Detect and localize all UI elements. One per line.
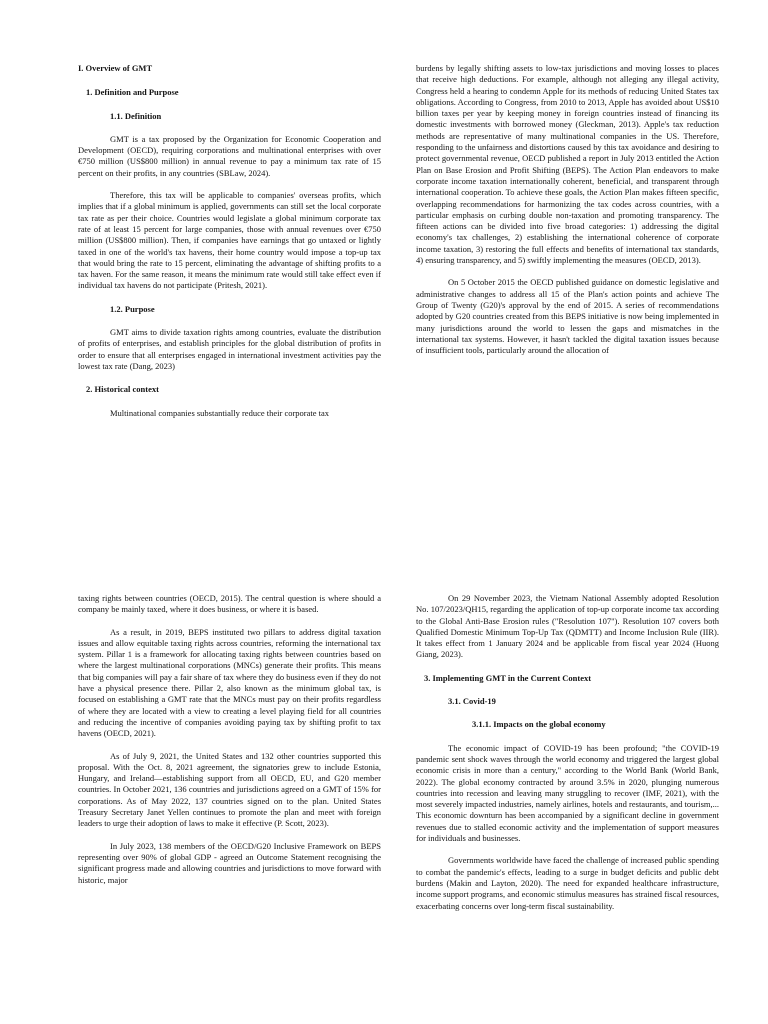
heading-historical-context: 2. Historical context — [86, 384, 159, 395]
paragraph-definition: GMT is a tax proposed by the Organization for Economic Cooperation and Development (OECD), requiring corporations and multinational enterprises with over €750 million (US$800 million) in annual revenue to pay a minimum tax rate of 15 percent on their profits, in any countries (SBLaw, 2024). — [78, 133, 381, 178]
paragraph-economic-impact: The economic impact of COVID-19 has been profound; "the COVID-19 pandemic sent shock waves through the world economy and triggered the largest global economic crisis in more than a century," according to the World Bank (World Bank, 2022). The global economy contracted by around 3.5% in 2020, plunging numerous countries into recession and leaving many struggling to recover (IMF, 2021), with the most severely impacted industries, namely airlines, hotels and restaurants, and tourism,... This economic downturn has been accompanied by a significant decline in government revenues due to stalled economic activity and the implementation of support measures for individuals and businesses. — [416, 742, 719, 844]
section-heading-overview: I. Overview of GMT — [78, 63, 153, 73]
bottom-right-column — [416, 593, 719, 912]
heading-definition: 1.1. Definition — [110, 110, 162, 121]
top-right-column — [416, 63, 719, 356]
paragraph-july-2021: As of July 9, 2021, the United States and 132 other countries supported this proposal. With the Oct. 8, 2021 agreement, the signatories grew to include Estonia, Hungary, and Ireland—establishing support from all OECD, EU, and G20 member countries. In October 2021, 136 countries and jurisdictions agreed on a GMT of 15% for corporations. As of May 2022, 137 countries signed on to the plan. United States Treasury Secretary Janet Yellen continues to promote the plan and meet with foreign leaders to urge their adoption of laws to make it effective (P. Scott, 2023). — [78, 750, 381, 829]
paragraph-july-2023: In July 2023, 138 members of the OECD/G20 Inclusive Framework on BEPS representing over 90% of global GDP - agreed an Outcome Statement recognising the significant progress made and allowing countries and jurisdictions to move forward with historic, major — [78, 840, 381, 885]
heading-impacts-global-economy: 3.1.1. Impacts on the global economy — [472, 719, 606, 730]
paragraph-beps-2019: As a result, in 2019, BEPS instituted two pillars to address digital taxation issues and allow equitable taxing rights across countries, reforming the international tax system. Pillar 1 is a framework for allocating taxing rights between countries based on where the largest multinational corporations (MNCs) generate their profits. This means that big companies will pay a fair share of tax where they do business even if they do not have a physical presence there. Pillar 2, also known as the minimum global tax, is focused on establishing a GMT rate that the MNCs must pay on their profits regardless of where they are located with a view to creating a level playing field for all countries and reducing the incentive of companies avoiding paying tax by shifting profit to tax havens (OECD, 2021). — [78, 626, 381, 739]
top-left-column — [78, 63, 381, 419]
paragraph-burdens: burdens by legally shifting assets to low-tax jurisdictions and moving losses to places that receive high deductions. For example, although not alleging any illegal activity, Congress held a hearing to condemn Apple for its methods of reducing United States tax obligations. According to Congress, from 2010 to 2013, Apple has avoided about US$10 billion taxes per year by keeping money in foreign countries instead of financing its domestic investments with borrowed money (Gleckman, 2013). Apple's tax reduction methods are representative of many multinational companies in the US. Therefore, responding to the unfairness and distortions caused by this tax avoidance and desiring to protect governmental revenue, OECD published a report in July 2013 entitled the Action Plan on Base Erosion and Profit Shifting (BEPS). The Action Plan endeavors to make corporate income taxation internationally coherent, beneficial, and transparent through international cooperation. To achieve these goals, the Action Plan makes fifteen specific, overlapping recommendations for harmonizing the tax codes across countries, with a particular emphasis on curbing double non-taxation and promoting transparency. The fifteen actions can be divided into five broad categories: 1) addressing the digital economy's tax challenges, 2) establishing the international coherence of corporate income taxation, 3) restoring the full effects and benefits of international tax standards, 4) ensuring transparency, and 5) swiftly implementing the measures (OECD, 2013). — [416, 63, 719, 266]
heading-implementing-gmt: 3. Implementing GMT in the Current Context — [424, 672, 592, 683]
bottom-left-column — [78, 593, 381, 886]
heading-covid-19: 3.1. Covid-19 — [448, 696, 496, 707]
paragraph-taxing-rights: taxing rights between countries (OECD, 2015). The central question is where should a company be mainly taxed, where it does business, or where it is based. — [78, 593, 381, 615]
heading-purpose: 1.2. Purpose — [110, 303, 155, 314]
paragraph-governments: Governments worldwide have faced the challenge of increased public spending to combat the pandemic's effects, leading to a surge in budget deficits and public debt burdens (Makin and Layton, 2020). The need for expanded healthcare infrastructure, income support programs, and economic stimulus measures has strained fiscal resources, exacerbating concerns over long-term fiscal sustainability. — [416, 855, 719, 911]
paragraph-purpose: GMT aims to divide taxation rights among countries, evaluate the distribution of profits of enterprises, and establish principles for the global distribution of profits in order to ensure that all enterprises engaged in international investment activities pay the lowest tax rate (Dang, 2023) — [78, 327, 381, 371]
paragraph-multinational: Multinational companies substantially reduce their corporate tax — [110, 407, 330, 418]
paragraph-vietnam-resolution: On 29 November 2023, the Vietnam National Assembly adopted Resolution No. 107/2023/QH15, regarding the application of top-up corporate income tax according to the Global Anti-Base Erosion rules ("Resolution 107"). Resolution 107 covers both Qualified Domestic Minimum Top-Up Tax (QDMTT) and Income Inclusion Rule (IIR). It takes effect from 1 January 2024 and be applicable from fiscal year 2024 (Huong Giang, 2023). — [416, 593, 719, 660]
heading-definition-purpose: 1. Definition and Purpose — [86, 87, 179, 98]
paragraph-october-2015: On 5 October 2015 the OECD published guidance on domestic legislative and administrative changes to address all 15 of the Plan's action points and achieve The Group of Twenty (G20)'s approval by the end of 2015. A series of recommendations adopted by G20 countries created from this BEPS initiative is now being implemented in many jurisdictions around the world to lessen the gaps and mismatches in the international tax systems. However, it hasn't tackled the digital taxation issues because of insufficient tools, particularly around the allocation of — [416, 277, 719, 356]
paragraph-therefore: Therefore, this tax will be applicable to companies' overseas profits, which implies that if a global minimum is applied, governments can still set the local corporate tax rate as per their choice. Countries would legislate a global minimum corporate tax rate of at least 15 percent for large companies, those with annual revenues over €750 million (US$800 million). Then, if companies have earnings that go untaxed or lightly taxed in one of the world's tax havens, their home country would impose a top-up tax that would bring the rate to 15 percent, eliminating the advantage of shifting profits to a tax haven. For the same reason, it means the minimum rate would still take effect even if individual tax havens do not participate (Pritesh, 2021). — [78, 190, 381, 291]
